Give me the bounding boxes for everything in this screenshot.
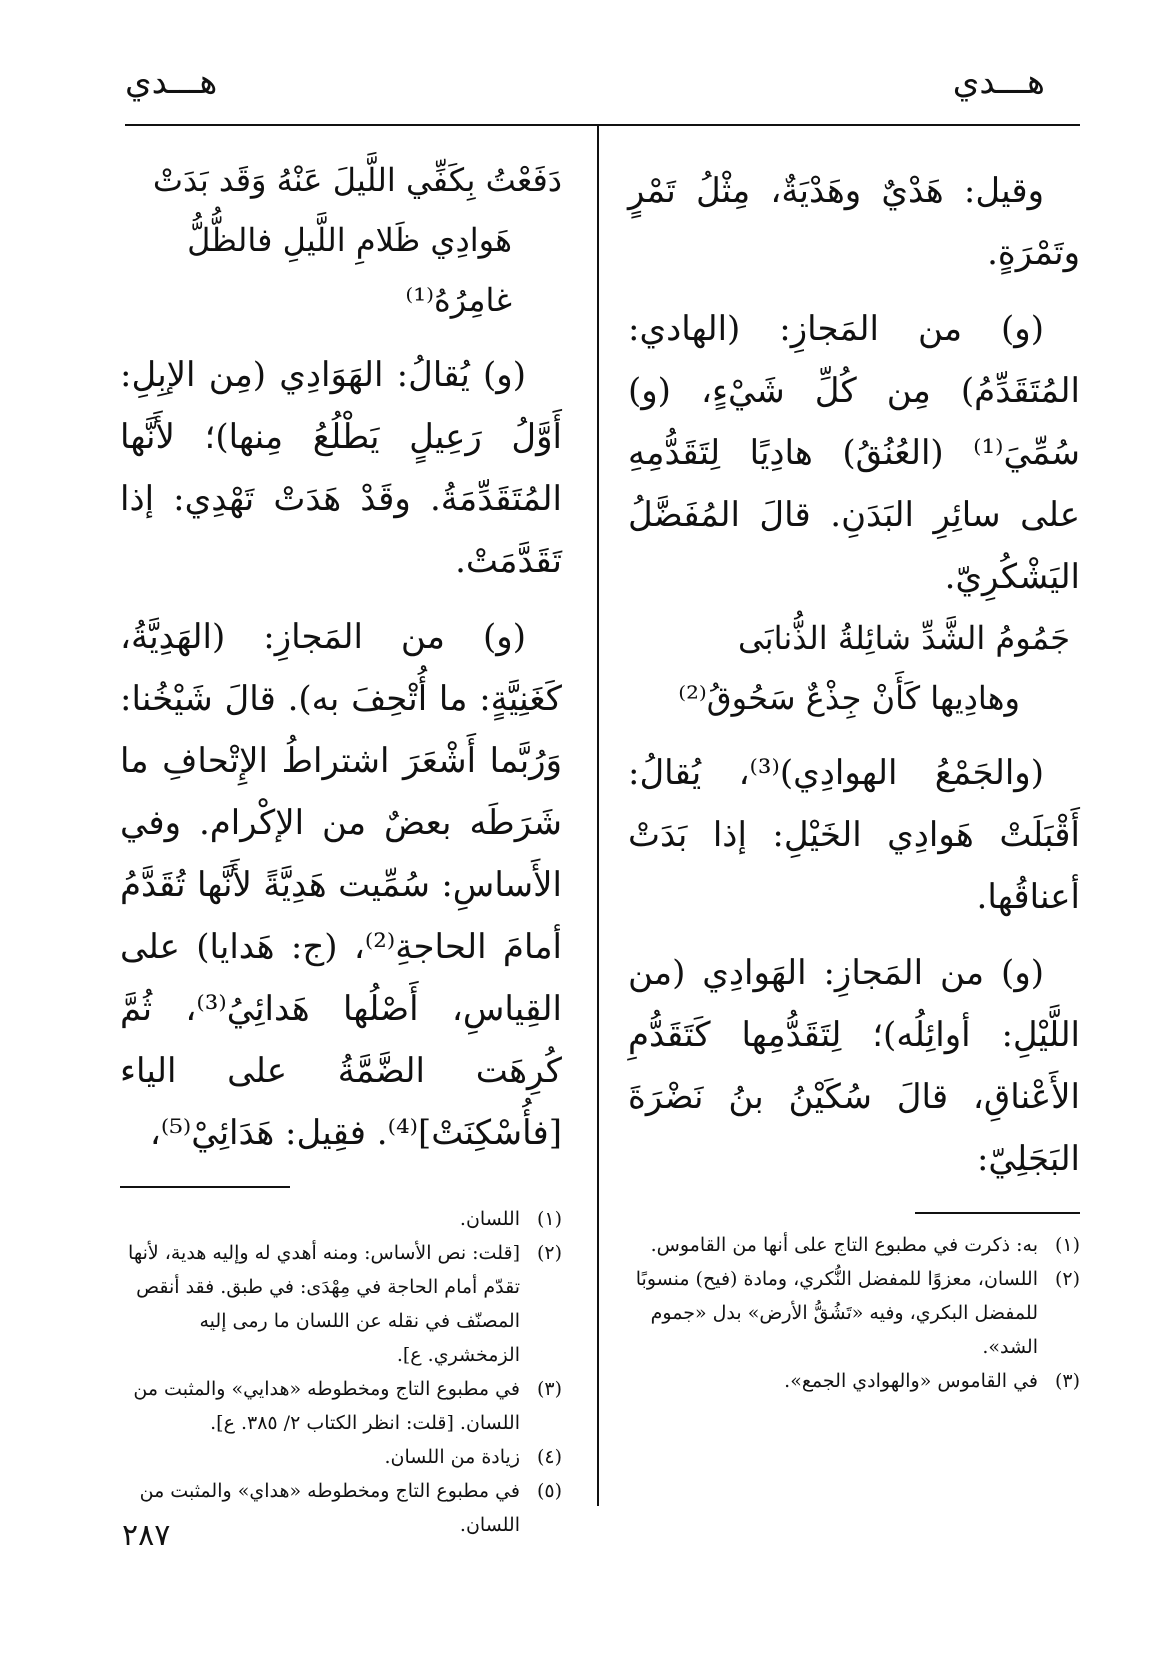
footnote-number: (٤) bbox=[536, 1446, 562, 1468]
paragraph: (و) من المَجازِ: (الهادي: المُتَقَدِّمُ) مِن كُلِّ شَيْءٍ، (و) سُمِّيَ⁽¹⁾ (العُنُقُ) هادِيًا لِتَقَدُّمِهِ على سائِرِ البَدَنِ. قالَ المُفَضَّلُ اليَشْكُرِيّ. bbox=[628, 309, 1080, 597]
footnote-text: اللسان. bbox=[459, 1208, 520, 1230]
column-divider bbox=[597, 126, 599, 1506]
running-header-right: هـــدي bbox=[952, 62, 1045, 102]
paragraph: (و) من المَجازِ: الهَوادِي (من اللَّيْلِ: أوائِلُه)؛ لِتَقَدُّمِها كَتَقَدُّمِ الأَعْناقِ، قالَ سُكَيْنُ بنُ نَضْرَةَ البَجَلِيّ: bbox=[628, 953, 1080, 1179]
footnote-number: (٣) bbox=[536, 1378, 562, 1400]
footnote bbox=[120, 1236, 562, 1372]
footnote bbox=[628, 1228, 1080, 1262]
left-column bbox=[120, 150, 562, 1542]
footnote-divider bbox=[120, 1186, 290, 1188]
footnote bbox=[120, 1202, 562, 1236]
paragraph: وقيل: هَدْيٌ وهَدْيَةٌ، مِثْلُ تَمْرٍ وتَمْرَةٍ. bbox=[628, 171, 1080, 273]
running-header-left: هـــدي bbox=[125, 62, 218, 102]
footnote-number: (٣) bbox=[1054, 1370, 1080, 1392]
footnote bbox=[120, 1372, 562, 1440]
footnote-number: (١) bbox=[1054, 1234, 1080, 1256]
right-column bbox=[628, 160, 1080, 1398]
page-number: ٢٨٧ bbox=[122, 1518, 171, 1553]
verse-line: وهادِيها كَأَنْ جِذْعٌ سَحُوقُ⁽²⁾ bbox=[678, 679, 1020, 717]
footnote bbox=[120, 1440, 562, 1474]
footnote bbox=[628, 1364, 1080, 1398]
footnote bbox=[628, 1262, 1080, 1364]
footnote-number: (١) bbox=[536, 1208, 562, 1230]
footnote-divider bbox=[915, 1212, 1080, 1214]
header-divider bbox=[125, 124, 1080, 126]
footnote-number: (٢) bbox=[1054, 1268, 1080, 1290]
footnote-number: (٥) bbox=[536, 1480, 562, 1502]
footnote-text: به: ذكرت في مطبوع التاج على أنها من القاموس. bbox=[650, 1234, 1038, 1256]
verse-line: دَفَعْتُ بِكَفِّي اللَّيلَ عَنْهُ وَقَد بَدَتْ bbox=[152, 161, 562, 199]
footnote-text: اللسان، معزوًا للمفضل النُّكري، ومادة (فيح) منسوبًا للمفضل البكري، وفيه «تَشُقُّ الأرض» بدل «جموم الشد». bbox=[635, 1268, 1038, 1358]
footnote-text: في القاموس «والهوادي الجمع». bbox=[784, 1370, 1038, 1392]
paragraph: (و) يُقالُ: الهَوَادِي (مِن الإبِلِ: أَوَّلُ رَعِيلٍ يَطْلُعُ مِنها)؛ لأَنَّها المُتَقَدِّمَةُ. وقَدْ هَدَتْ تَهْدِي: إذا تَقَدَّمَتْ. bbox=[120, 355, 562, 581]
footnote-text: في مطبوع التاج ومخطوطه «هدايي» والمثبت من اللسان. [قلت: انظر الكتاب ٢/ ٣٨٥. ع]. bbox=[133, 1378, 520, 1434]
footnote-text: زيادة من اللسان. bbox=[384, 1446, 520, 1468]
footnote-text: في مطبوع التاج ومخطوطه «هداي» والمثبت من اللسان. bbox=[139, 1480, 520, 1536]
footnote bbox=[120, 1474, 562, 1542]
footnote-text: [قلت: نص الأساس: ومنه أهدي له وإليه هدية، لأنها تقدّم أمام الحاجة في مِهْدَى: في طبق. فقد أنقص المصنّف في نقله عن اللسان ما رمى إليه الزمخشري. ع]. bbox=[128, 1242, 520, 1366]
verse-line: هَوادِي ظَلامِ اللَّيلِ فالظُّلُّ غامِرُهُ⁽¹⁾ bbox=[187, 221, 512, 319]
verse-line: جَمُومُ الشَّدِّ شائِلةُ الذُّنابَى bbox=[737, 619, 1070, 657]
paragraph: (و) من المَجازِ: (الهَدِيَّةُ، كَغَنِيَّةٍ: ما أُتْحِفَ به). قالَ شَيْخُنا: وَرُبَّما أَشْعَرَ اشتراطُ الإِتْحافِ ما شَرَطَه بعضٌ من الإكْرام. وفي الأَساسِ: سُمِّيت هَدِيَّةً لأَنَّها تُقَدَّمُ أمامَ الحاجةِ⁽²⁾، (ج: هَدايا) على القِياسِ، أَصْلُها هَدائِيُ⁽³⁾، ثُمَّ كُرِهَت الضَّمَّةُ على الياء [فأُسْكِنَتْ]⁽⁴⁾. فقِيل: هَدَائِيْ⁽⁵⁾، bbox=[120, 617, 562, 1153]
paragraph: (والجَمْعُ الهوادِي)⁽³⁾، يُقالُ: أَقْبَلَتْ هَوادِي الخَيْلِ: إذا بَدَتْ أعناقُها. bbox=[628, 753, 1080, 917]
footnote-number: (٢) bbox=[536, 1242, 562, 1264]
